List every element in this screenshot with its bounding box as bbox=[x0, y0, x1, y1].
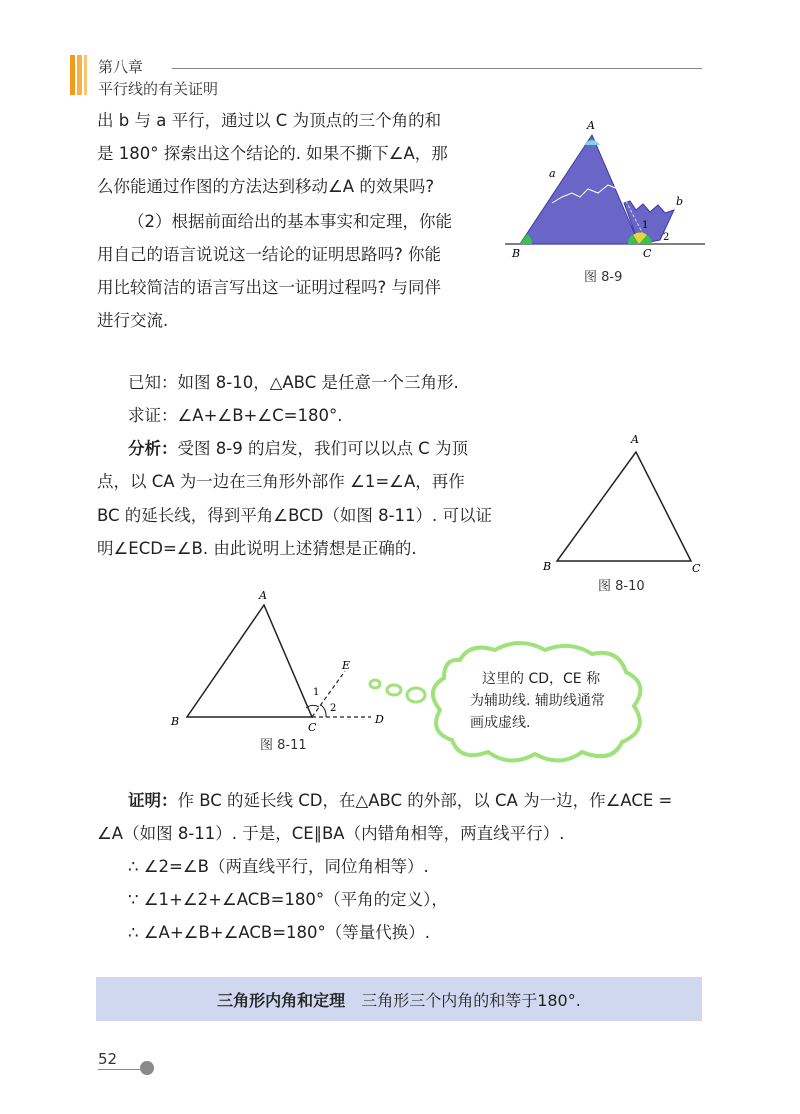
page-number-rule bbox=[98, 1069, 142, 1070]
intro-line-7: 进行交流. bbox=[97, 311, 169, 330]
intro-line-1: 出 b 与 a 平行，通过以 C 为顶点的三个角的和 bbox=[97, 111, 442, 130]
theorem-name: 三角形内角和定理 bbox=[217, 990, 346, 1010]
triangle-abc bbox=[557, 452, 691, 561]
header-accent-bars bbox=[70, 55, 92, 95]
label-angle-2: 2 bbox=[663, 232, 670, 243]
label-c: C bbox=[643, 247, 652, 260]
section-subtitle: 平行线的有关证明 bbox=[98, 80, 219, 98]
cloud-bubble-medium bbox=[387, 685, 401, 695]
cloud-bubble-large bbox=[407, 688, 425, 702]
proof-line-5: ∴ ∠A+∠B+∠ACB=180°（等量代换）. bbox=[128, 923, 431, 942]
label-angle-1: 1 bbox=[642, 220, 649, 231]
proof-line-3: ∴ ∠2=∠B（两直线平行，同位角相等）. bbox=[128, 857, 429, 876]
analysis-line-2: 点，以 CA 为一边在三角形外部作 ∠1=∠A，再作 bbox=[97, 472, 465, 491]
cloud-text bbox=[470, 668, 605, 734]
proof-label: 证明： bbox=[128, 791, 178, 810]
analysis-line-4: 明∠ECD=∠B. 由此说明上述猜想是正确的. bbox=[97, 539, 417, 558]
label-angle-2: 2 bbox=[330, 703, 337, 714]
analysis-text-1: 受图 8-9 的启发，我们可以以点 C 为顶 bbox=[177, 439, 468, 458]
cloud-line-3: 画成虚线. bbox=[470, 715, 531, 731]
figure-8-11-caption: 图 8-11 bbox=[260, 738, 307, 753]
theorem-statement: 三角形三个内角的和等于180°. bbox=[361, 990, 581, 1010]
label-d: D bbox=[375, 713, 384, 726]
label-b: B bbox=[512, 247, 521, 260]
proof-text-1: 作 BC 的延长线 CD，在△ABC 的外部，以 CA 为一边，作∠ACE = bbox=[177, 791, 673, 810]
label-b: B bbox=[543, 560, 552, 573]
cloud-line-2: 为辅助线. 辅助线通常 bbox=[470, 693, 605, 709]
theorem-box bbox=[96, 977, 702, 1021]
intro-line-2: 是 180° 探索出这个结论的. 如果不撕下∠A，那 bbox=[97, 144, 448, 163]
triangle-abc bbox=[187, 605, 312, 717]
label-c: C bbox=[692, 562, 701, 575]
label-a: A bbox=[631, 433, 639, 446]
page-number-dot bbox=[140, 1061, 154, 1075]
angle-2-arc bbox=[321, 705, 326, 717]
proof-line-2: ∠A（如图 8-11）. 于是，CE∥BA（内错角相等，两直线平行）. bbox=[97, 824, 565, 843]
label-line-b: b bbox=[676, 195, 684, 208]
header-rule bbox=[172, 68, 702, 69]
proof-line-1 bbox=[128, 790, 672, 811]
label-a: A bbox=[587, 119, 595, 132]
to-prove-line: 求证：∠A+∠B+∠C=180°. bbox=[128, 406, 343, 425]
label-a: A bbox=[259, 589, 267, 602]
cloud-line-1: 这里的 CD，CE 称 bbox=[482, 671, 601, 687]
chapter-title: 第八章 bbox=[98, 58, 144, 76]
label-e: E bbox=[342, 659, 351, 672]
figure-8-10 bbox=[535, 430, 710, 580]
analysis-label: 分析： bbox=[128, 439, 178, 458]
known-line: 已知：如图 8-10，△ABC 是任意一个三角形. bbox=[128, 373, 459, 392]
figure-8-9 bbox=[500, 115, 710, 265]
page-number: 52 bbox=[98, 1050, 118, 1068]
analysis-line-1 bbox=[128, 438, 468, 459]
proof-line-4: ∵ ∠1+∠2+∠ACB=180°（平角的定义）， bbox=[128, 890, 448, 909]
angle-a-mark bbox=[584, 140, 600, 145]
label-angle-1: 1 bbox=[313, 687, 320, 698]
figure-8-10-caption: 图 8-10 bbox=[598, 579, 645, 594]
cloud-bubble-small bbox=[370, 680, 380, 688]
figure-8-9-caption: 图 8-9 bbox=[584, 270, 623, 285]
analysis-line-3: BC 的延长线，得到平角∠BCD（如图 8-11）. 可以证 bbox=[97, 506, 493, 525]
intro-line-3: 么你能通过作图的方法达到移动∠A 的效果吗? bbox=[97, 177, 435, 196]
intro-line-6: 用比较简洁的语言写出这一证明过程吗? 与同伴 bbox=[97, 278, 442, 297]
triangle-shape bbox=[520, 135, 639, 244]
label-b: B bbox=[171, 715, 180, 728]
label-line-a: a bbox=[549, 167, 556, 180]
intro-line-5: 用自己的语言说说这一结论的证明思路吗? 你能 bbox=[97, 245, 442, 264]
label-c: C bbox=[308, 721, 317, 734]
intro-line-4: （2）根据前面给出的基本事实和定理，你能 bbox=[128, 212, 452, 231]
